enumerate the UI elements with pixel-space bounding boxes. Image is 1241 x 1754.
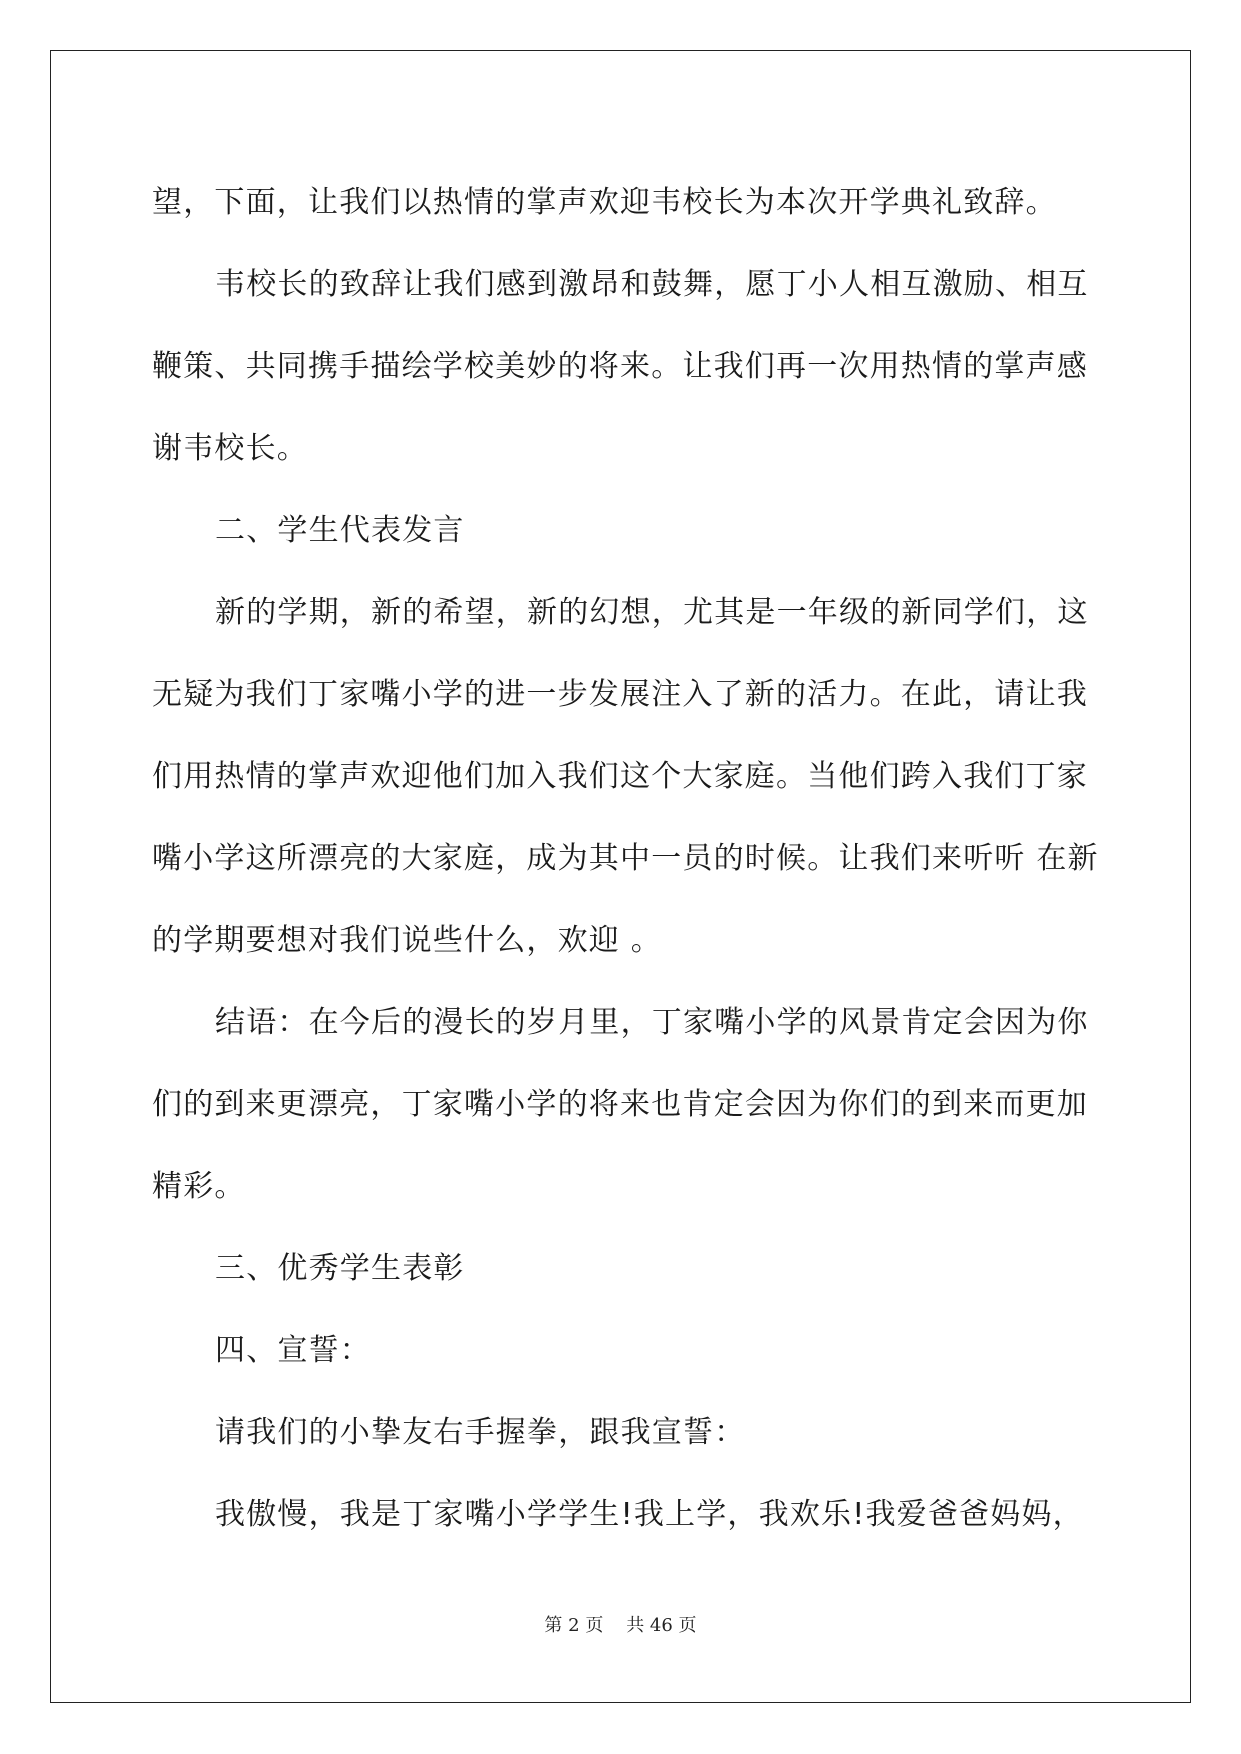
text-line: 们用热情的掌声欢迎他们加入我们这个大家庭。当他们跨入我们丁家 xyxy=(152,759,1088,794)
text-line: 结语：在今后的漫长的岁月里，丁家嘴小学的风景肯定会因为你 xyxy=(215,1005,1089,1040)
text-line: 无疑为我们丁家嘴小学的进一步发展注入了新的活力。在此，请让我 xyxy=(152,677,1088,712)
text-line: 鞭策、共同携手描绘学校美妙的将来。让我们再一次用热情的掌声感 xyxy=(152,349,1088,384)
text-line: 请我们的小挚友右手握拳，跟我宣誓： xyxy=(215,1415,746,1450)
text-line: 的学期要想对我们说些什么，欢迎 。 xyxy=(152,923,662,958)
text-line: 望，下面，让我们以热情的掌声欢迎韦校长为本次开学典礼致辞。 xyxy=(152,185,1057,220)
page-number-label: 第 2 页 共 46 页 xyxy=(544,1615,697,1636)
page-footer xyxy=(0,1611,1241,1637)
text-line: 新的学期，新的希望，新的幻想，尤其是一年级的新同学们，这 xyxy=(215,595,1089,630)
section-heading: 三、优秀学生表彰 xyxy=(215,1251,465,1286)
text-line: 们的到来更漂亮，丁家嘴小学的将来也肯定会因为你们的到来而更加 xyxy=(152,1087,1088,1122)
text-line: 嘴小学这所漂亮的大家庭，成为其中一员的时候。让我们来听听 在新 xyxy=(152,841,1099,876)
document-body xyxy=(152,162,1099,1556)
text-line: 谢韦校长。 xyxy=(152,431,308,466)
text-line: 韦校长的致辞让我们感到激昂和鼓舞，愿丁小人相互激励、相互 xyxy=(215,267,1089,302)
section-heading: 二、学生代表发言 xyxy=(215,513,465,548)
section-heading: 四、宣誓： xyxy=(215,1333,371,1368)
text-line: 我傲慢，我是丁家嘴小学学生!我上学，我欢乐!我爱爸爸妈妈， xyxy=(215,1497,1084,1532)
text-line: 精彩。 xyxy=(152,1169,246,1204)
